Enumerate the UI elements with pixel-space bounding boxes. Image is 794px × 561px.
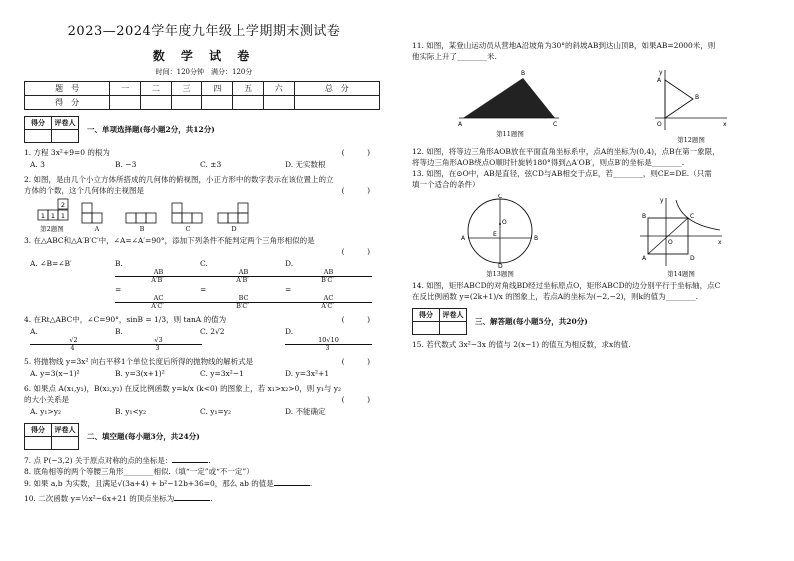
option-b-figure (124, 201, 160, 233)
question-14-line-1: 14. 如图，矩形ABCD的对角线BD经过坐标原点O，矩形ABCD的边分别平行于坐标轴，点C (412, 281, 721, 290)
question-2-text: 方体的个数，这个几何体的主视图是 (24, 186, 144, 195)
score-cell: 题 号 (25, 82, 110, 96)
option: C. y₁=y₂ (200, 407, 232, 416)
figure-caption: D (231, 225, 237, 233)
score-cell: 二 (141, 82, 172, 96)
figure-12 (651, 66, 731, 144)
slope-diagram-icon (455, 66, 565, 128)
front-view-d-icon (216, 201, 252, 225)
svg-text:A: A (458, 121, 463, 128)
question-14-line-2: 在反比例函数 y=(2k+1)/x 的图象上，若点A的坐标为(−2,−2)，则k的值为________. (412, 292, 698, 301)
front-view-b-icon (124, 201, 160, 225)
option: B. $\frac{√3}{3}$ (115, 326, 200, 352)
option: C. y=3x²−1 (200, 369, 244, 378)
grader-score-cell[interactable] (413, 322, 440, 335)
svg-text:B: B (695, 94, 700, 101)
svg-text:C: C (690, 213, 695, 220)
question-5 (24, 356, 384, 367)
figure-caption: 第11题图 (496, 130, 524, 138)
grader-label: 评卷人 (440, 309, 467, 322)
figure-14 (636, 194, 726, 278)
grader-score-label: 得分 (413, 309, 440, 322)
svg-text:2: 2 (60, 201, 66, 209)
svg-text:x: x (718, 239, 722, 246)
question-5-options (30, 368, 384, 379)
svg-text:y: y (659, 69, 663, 76)
answer-blank[interactable] (174, 492, 210, 501)
question-2-figures (34, 198, 384, 233)
score-cell: 总 分 (294, 82, 379, 96)
score-input-cell[interactable] (171, 96, 202, 110)
option: B. y=3(x+1)² (115, 369, 165, 378)
option: D. $\frac{AB}{B'C'}=$ $\frac{AC}{A'C'}$ (285, 258, 370, 310)
question-6-text: 的大小关系是 (24, 395, 69, 404)
option: D. 不能确定 (285, 407, 326, 416)
svg-text:O: O (668, 239, 673, 246)
score-cell: 五 (233, 82, 264, 96)
figures-11-12 (412, 66, 774, 144)
question-1-text: 1. 方程 3x²+9=0 的根为 (24, 148, 110, 157)
section-1-header (24, 116, 384, 143)
figure-13 (460, 194, 540, 278)
question-10: 10. 二次函数 y=½x²−6x+21 的顶点坐标为 . (24, 494, 213, 503)
question-2 (24, 185, 384, 196)
score-table-header-row (25, 82, 380, 96)
option: A. y₁>y₂ (30, 407, 61, 416)
section-2-title: 二、填空题(每小题3分，共24分) (87, 432, 200, 441)
score-cell: 一 (110, 82, 141, 96)
exam-title: 2023—2024学年度九年级上学期期末测试卷 (67, 24, 341, 39)
grader-label: 评卷人 (52, 424, 79, 437)
svg-text:B: B (642, 213, 647, 220)
grader-score-label: 得分 (25, 117, 52, 130)
option: A. $\frac{√2}{4}$ (30, 326, 115, 352)
option: A. 3 (30, 160, 45, 169)
question-3-paren-line (24, 246, 384, 257)
question-3: 3. 在△ABC和△A′B′C′中，∠A=∠A′=90°，添加下列条件不能判定两个三角形相似的是 (24, 236, 315, 245)
question-2-line-1: 2. 如图，是由几个小立方体所搭成的几何体的俯视图，小正方形中的数字表示在该位置上的立 (24, 175, 334, 184)
grader-box (24, 423, 79, 450)
right-column (412, 40, 774, 350)
svg-text:C: C (553, 121, 558, 128)
svg-text:D: D (498, 263, 503, 268)
figure-caption: B (139, 225, 145, 233)
svg-text:1: 1 (40, 212, 46, 220)
question-10-text: 10. 二次函数 y=½x²−6x+21 的顶点坐标为 (24, 494, 175, 503)
question-1-options (30, 159, 384, 170)
svg-text:B: B (534, 235, 539, 242)
question-13-line-2: 填一个适合的条件） (412, 180, 480, 189)
option: B. y₁<y₂ (115, 407, 147, 416)
svg-text:A: A (461, 235, 466, 242)
question-4 (24, 314, 384, 325)
grader-box (412, 308, 467, 335)
section-2-header (24, 423, 384, 450)
option: A. ∠B=∠B′ (30, 259, 72, 268)
svg-text:A: A (642, 255, 647, 262)
score-input-cell[interactable] (202, 96, 233, 110)
score-cell: 六 (263, 82, 294, 96)
figure-top-view (34, 198, 70, 233)
answer-paren: ( ) (341, 357, 370, 366)
section-3-header (412, 308, 774, 335)
option-c-figure (170, 201, 206, 233)
option-a-figure (80, 201, 114, 233)
score-input-cell[interactable] (263, 96, 294, 110)
exam-subject: 数 学 试 卷 (152, 49, 256, 63)
option: B. −3 (115, 160, 137, 169)
circle-chord-icon (460, 194, 540, 268)
svg-text:O: O (657, 121, 662, 128)
svg-text:A: A (657, 77, 662, 84)
score-cell: 三 (171, 82, 202, 96)
question-7-text: 7. 点 P(−3,2) 关于原点对称的点的坐标是： (24, 456, 173, 465)
top-view-grid-icon (34, 198, 70, 224)
section-1-title: 一、单项选择题(每小题2分，共12分) (87, 125, 215, 134)
question-7: 7. 点 P(−3,2) 关于原点对称的点的坐标是： . (24, 456, 211, 465)
svg-text:1: 1 (60, 212, 66, 220)
section-3-title: 三、解答题(每小题5分，共20分) (475, 317, 588, 326)
answer-paren: ( ) (341, 186, 370, 195)
answer-blank[interactable] (274, 477, 310, 486)
question-6-line-1: 6. 如果点 A(x₁,y₁)，B(x₂,y₂) 在反比例函数 y=k/x (k<0) 的图象上，若 x₁>x₂>0，则 y₁与 y₂ (24, 384, 342, 393)
question-4-options (30, 326, 384, 352)
option: A. y=3(x−1)² (30, 369, 80, 378)
svg-text:D: D (690, 255, 695, 262)
option: D. 无实数根 (285, 160, 326, 169)
question-11-line-1: 11. 如图，某登山运动员从营地A沿坡角为30°的斜坡AB到达山顶B，如果AB=2000米，则 (412, 41, 716, 50)
svg-text:1: 1 (50, 212, 56, 220)
figures-13-14 (412, 194, 774, 278)
answer-paren: ( ) (341, 148, 370, 157)
svg-text:E: E (493, 231, 497, 238)
grader-score-cell[interactable] (25, 437, 52, 450)
coordinate-triangle-icon (651, 66, 731, 134)
option: D. $\frac{10√10}{3}$ (285, 326, 370, 352)
figure-caption: A (94, 225, 100, 233)
svg-text:y: y (660, 197, 664, 204)
score-row-label: 得 分 (25, 96, 110, 110)
svg-text:B: B (521, 70, 526, 77)
answer-paren: ( ) (341, 395, 370, 404)
question-13-line-1: 13. 如图，在⊙O中，AB是直径，弦CD与AB相交于点E，若________，则CE=DE.（只需 (412, 169, 712, 178)
grader-score-cell[interactable] (25, 130, 52, 143)
grader-name-cell[interactable] (52, 130, 79, 143)
grader-name-cell[interactable] (52, 437, 79, 450)
question-4-text: 4. 在Rt△ABC中，∠C=90°，sinB = 1/3，则 tanA 的值为 (24, 315, 227, 324)
time-info: 时间：120分钟 满分：120分 (155, 68, 253, 76)
answer-paren: ( ) (341, 247, 370, 256)
option: B. $\frac{AB}{A'B'}=$ $\frac{AC}{A'C'}$ (115, 258, 200, 310)
answer-paren: ( ) (341, 315, 370, 324)
figure-caption: 第14题图 (667, 270, 695, 278)
grader-name-cell[interactable] (440, 322, 467, 335)
option-d-figure (216, 201, 252, 233)
front-view-a-icon (80, 201, 114, 225)
question-6 (24, 394, 384, 405)
question-12-line-2: 将等边三角形AOB绕点O顺时针旋转180°得到△A′OB′，则点B′的坐标是________. (412, 158, 685, 167)
figure-11 (455, 66, 565, 144)
option: D. y=3x²+1 (285, 369, 330, 378)
option: C. ±3 (200, 160, 222, 169)
left-column (24, 20, 384, 504)
option: C. 2√2 (200, 327, 225, 336)
question-12-line-1: 12. 如图，将等边三角形AOB放在平面直角坐标系中，点A的坐标为(0,4)，点B在第一象限， (412, 147, 720, 156)
question-9-text: 9. 如果 a,b 为实数，且满足√(3a+4) + b²−12b+36=0，那么 ab 的值是 (24, 479, 274, 488)
rectangle-hyperbola-icon (636, 194, 726, 268)
question-3-options (30, 258, 384, 310)
svg-text:C: C (498, 194, 503, 200)
score-input-cell[interactable] (141, 96, 172, 110)
answer-blank[interactable] (172, 454, 208, 463)
score-input-cell[interactable] (233, 96, 264, 110)
figure-caption: C (185, 225, 191, 233)
figure-caption: 第13题图 (486, 270, 514, 278)
grader-score-label: 得分 (25, 424, 52, 437)
question-1 (24, 147, 384, 158)
question-11-line-2: 他实际上升了________米. (412, 52, 497, 61)
question-8: 8. 底角相等的两个等腰三角形________相似.（填“一定”或“不一定”） (24, 467, 254, 476)
question-15: 15. 若代数式 3x²−3x 的值与 2(x−1) 的值互为相反数，求x的值. (412, 340, 631, 349)
front-view-c-icon (170, 201, 206, 225)
grader-label: 评卷人 (52, 117, 79, 130)
score-table-score-row (25, 96, 380, 110)
question-5-text: 5. 将抛物线 y=3x² 向右平移1个单位长度后所得的抛物线的解析式是 (24, 357, 254, 366)
score-cell: 四 (202, 82, 233, 96)
figure-caption: 第2题图 (40, 225, 64, 233)
score-table (24, 81, 380, 110)
question-6-options (30, 406, 384, 417)
figure-caption: 第12题图 (677, 136, 705, 144)
score-input-cell[interactable] (110, 96, 141, 110)
score-input-cell[interactable] (294, 96, 379, 110)
svg-text:O: O (502, 219, 507, 226)
question-9: 9. 如果 a,b 为实数，且满足√(3a+4) + b²−12b+36=0，那么 ab 的值是 . (24, 479, 313, 488)
option: C. $\frac{AB}{A'B'}=$ $\frac{BC}{B'C'}$ (200, 258, 285, 310)
svg-text:x: x (723, 121, 727, 128)
grader-box (24, 116, 79, 143)
